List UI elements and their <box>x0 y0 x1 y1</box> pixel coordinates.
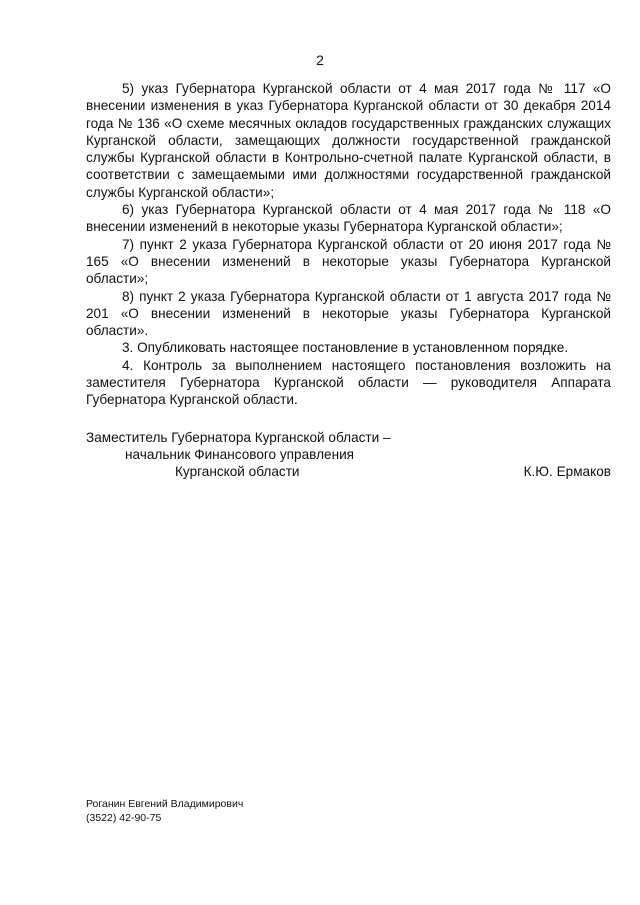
clause-4-control: 4. Контроль за выполнением настоящего постановления возложить на заместителя Губернатора Курганской области — руководителя Аппарата Губернатора Курганской области. <box>86 357 611 408</box>
signature-block <box>86 429 611 489</box>
executor-phone: (3522) 42-90-75 <box>86 812 162 824</box>
executor-name: Роганин Евгений Владимирович <box>86 798 244 810</box>
clause-3-publication: 3. Опубликовать настоящее постановление в установленном порядке. <box>122 340 569 356</box>
signatory-position-line-2: начальник Финансового управления <box>125 447 355 462</box>
executor-info <box>86 797 243 825</box>
signatory-name: К.Ю. Ермаков <box>523 464 611 479</box>
list-item-5: 5) указ Губернатора Курганской области от 4 мая 2017 года № 117 «О внесении изменения в указ Губернатора Курганской области от 30 декабря 2014 года № 136 «О схеме месячных окладов государственных гражданских служащих Курганской области, замещающих должности государственной гражданской службы Курганской области в Контрольно-счетной палате Курганской области, в соответствии с замещаемыми ими должностями государственной гражданской службы Курганской области»; <box>86 81 611 200</box>
page-number: 2 <box>316 52 324 68</box>
document-body <box>86 80 611 409</box>
list-item-8: 8) пункт 2 указа Губернатора Курганской области от 1 августа 2017 года № 201 «О внесении изменений в некоторые указы Губернатора Курганской области». <box>86 288 611 339</box>
list-item-6: 6) указ Губернатора Курганской области от 4 мая 2017 года № 118 «О внесении изменений в некоторые указы Губернатора Курганской области»; <box>86 202 611 235</box>
signatory-position-line-1: Заместитель Губернатора Курганской области – <box>86 430 391 445</box>
signatory-position-line-3: Курганской области <box>175 464 300 479</box>
list-item-7: 7) пункт 2 указа Губернатора Курганской области от 20 июня 2017 года № 165 «О внесении изменений в некоторые указы Губернатора Курганской области»; <box>86 236 611 287</box>
